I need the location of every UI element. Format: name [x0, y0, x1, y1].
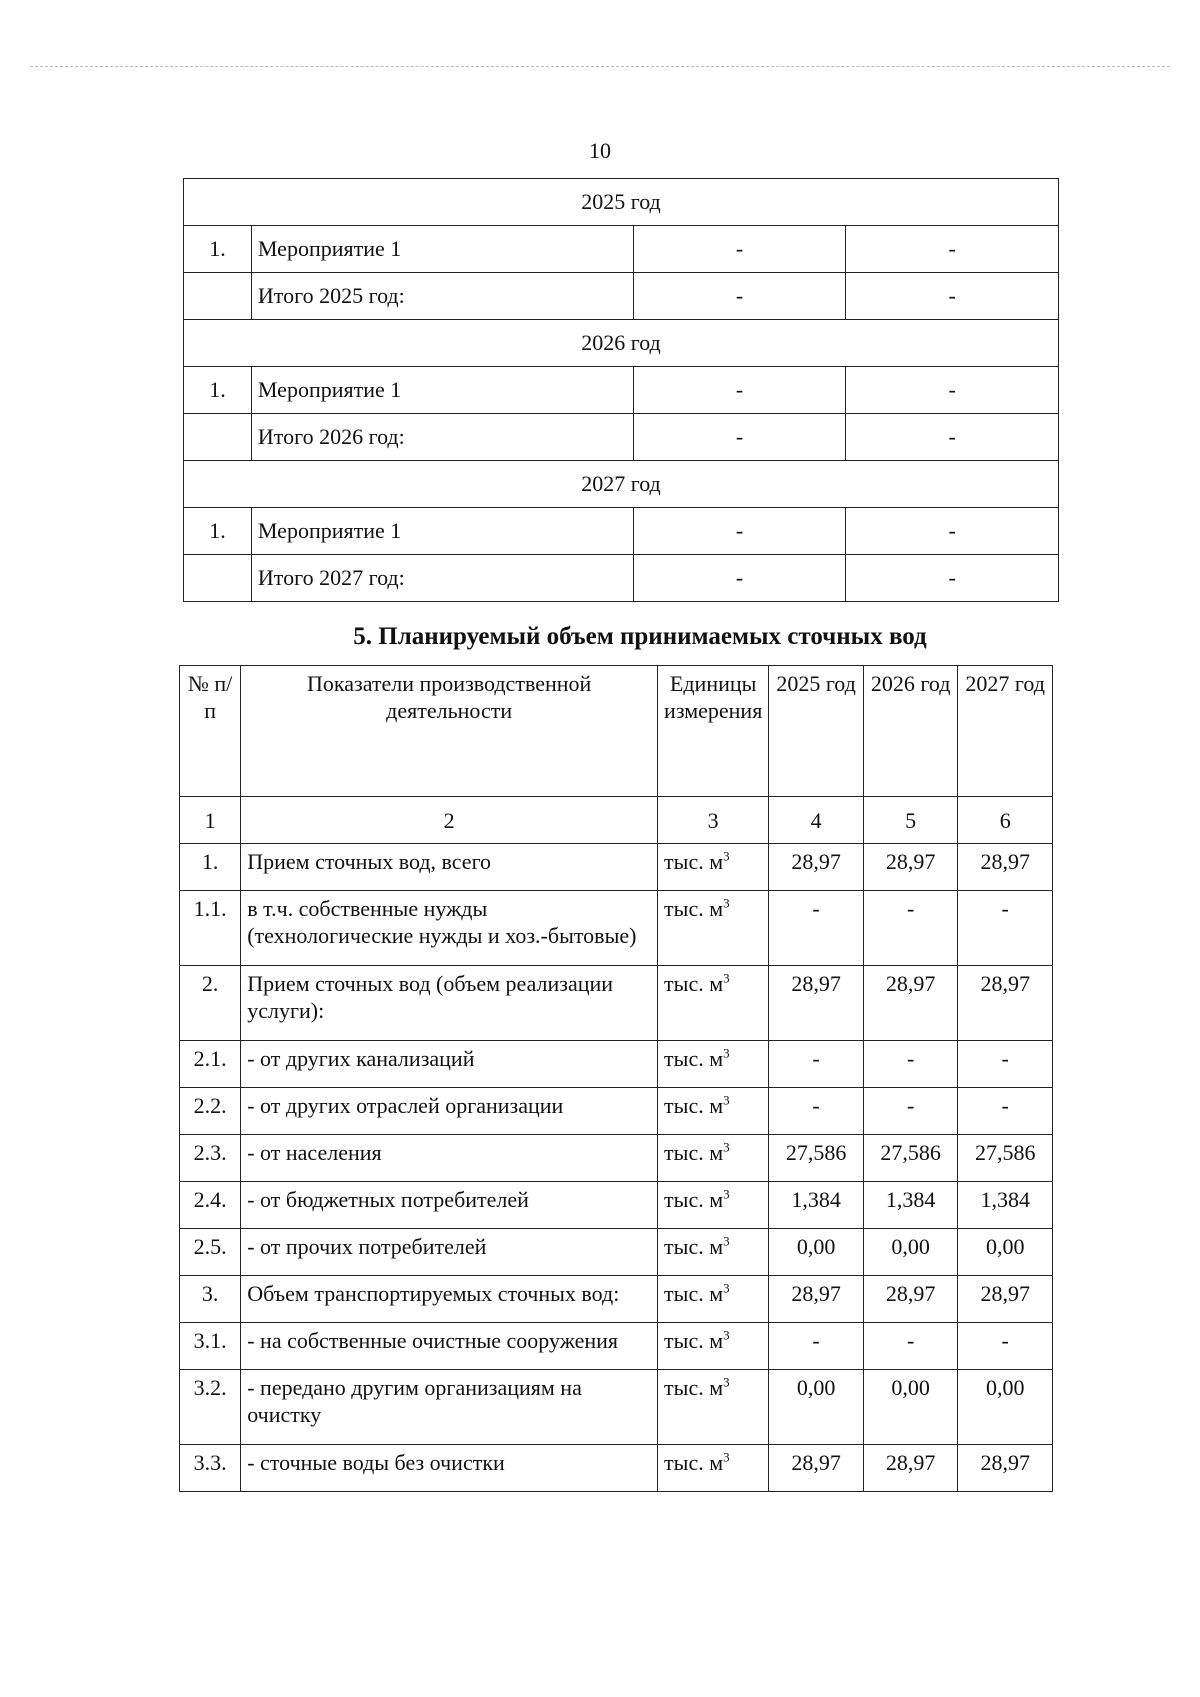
section-title: 5. Планируемый объем принимаемых сточных вод	[353, 623, 927, 650]
row-value: -	[633, 367, 846, 414]
value-2026: 28,97	[863, 844, 958, 891]
header-num: № п/п	[180, 666, 241, 797]
row-name: Итого 2027 год:	[251, 555, 633, 602]
value-2025: 1,384	[769, 1182, 864, 1229]
value-2027: 28,97	[958, 1445, 1053, 1492]
value-2025: 27,586	[769, 1135, 864, 1182]
unit-text: тыс. м	[664, 1046, 724, 1071]
row-number: 1.	[184, 367, 252, 414]
row-indicator: в т.ч. собственные нужды (технологические нужды и хоз.-бытовые)	[241, 891, 658, 966]
unit-text: тыс. м	[664, 1234, 724, 1259]
value-2027: 28,97	[958, 844, 1053, 891]
row-number	[184, 555, 252, 602]
row-number: 1.	[180, 844, 241, 891]
value-2027: -	[958, 1088, 1053, 1135]
value-2025: 0,00	[769, 1229, 864, 1276]
value-2026: 1,384	[863, 1182, 958, 1229]
row-indicator: - от населения	[241, 1135, 658, 1182]
value-2025: -	[769, 1088, 864, 1135]
row-unit	[658, 1182, 769, 1229]
row-value: -	[846, 555, 1059, 602]
row-indicator: Прием сточных вод, всего	[241, 844, 658, 891]
row-value: -	[846, 273, 1059, 320]
header-year-2027: 2027 год	[958, 666, 1053, 797]
year-cell: 2027 год	[184, 461, 1059, 508]
value-2026: -	[863, 1088, 958, 1135]
value-2027: 0,00	[958, 1229, 1053, 1276]
value-2027: 27,586	[958, 1135, 1053, 1182]
unit-superscript: 3	[723, 1449, 730, 1465]
unit-text: тыс. м	[664, 1140, 724, 1165]
value-2026: 28,97	[863, 966, 958, 1041]
row-indicator: - сточные воды без очистки	[241, 1445, 658, 1492]
value-2027: 28,97	[958, 966, 1053, 1041]
year-row	[184, 320, 1059, 367]
row-number: 3.2.	[180, 1370, 241, 1445]
row-number	[184, 414, 252, 461]
index-cell: 3	[658, 797, 769, 844]
row-unit	[658, 1323, 769, 1370]
unit-text: тыс. м	[664, 971, 724, 996]
index-cell: 2	[241, 797, 658, 844]
row-indicator: Прием сточных вод (объем реализации услуги):	[241, 966, 658, 1041]
table-row	[180, 1229, 1053, 1276]
value-2025: 28,97	[769, 844, 864, 891]
value-2026: 28,97	[863, 1445, 958, 1492]
table-row	[184, 273, 1059, 320]
unit-superscript: 3	[723, 1233, 730, 1249]
value-2026: -	[863, 1041, 958, 1088]
table-row	[180, 966, 1053, 1041]
row-number: 2.	[180, 966, 241, 1041]
row-number	[184, 273, 252, 320]
row-value: -	[846, 367, 1059, 414]
table-row	[180, 1041, 1053, 1088]
header-row	[180, 666, 1053, 797]
index-cell: 5	[863, 797, 958, 844]
row-value: -	[846, 414, 1059, 461]
table-row	[180, 1445, 1053, 1492]
table-row	[180, 1370, 1053, 1445]
row-unit	[658, 1135, 769, 1182]
row-number: 3.	[180, 1276, 241, 1323]
table-row	[180, 1182, 1053, 1229]
row-number: 2.5.	[180, 1229, 241, 1276]
unit-text: тыс. м	[664, 1450, 724, 1475]
unit-superscript: 3	[723, 1374, 730, 1390]
row-indicator: Объем транспортируемых сточных вод:	[241, 1276, 658, 1323]
unit-text: тыс. м	[664, 1281, 724, 1306]
value-2025: -	[769, 1323, 864, 1370]
year-cell: 2025 год	[184, 179, 1059, 226]
value-2026: 0,00	[863, 1229, 958, 1276]
row-unit	[658, 966, 769, 1041]
row-number: 2.3.	[180, 1135, 241, 1182]
value-2026: 27,586	[863, 1135, 958, 1182]
unit-superscript: 3	[723, 970, 730, 986]
value-2025: 28,97	[769, 1276, 864, 1323]
table-row	[184, 555, 1059, 602]
row-indicator: - на собственные очистные сооружения	[241, 1323, 658, 1370]
row-value: -	[633, 508, 846, 555]
value-2027: -	[958, 1041, 1053, 1088]
row-value: -	[633, 555, 846, 602]
index-cell: 1	[180, 797, 241, 844]
table-row	[184, 226, 1059, 273]
unit-text: тыс. м	[664, 1187, 724, 1212]
page-number: 10	[589, 138, 611, 163]
header-year-2025: 2025 год	[769, 666, 864, 797]
value-2025: 28,97	[769, 1445, 864, 1492]
value-2025: -	[769, 891, 864, 966]
table-row	[180, 844, 1053, 891]
table-row	[180, 891, 1053, 966]
row-name: Мероприятие 1	[251, 226, 633, 273]
row-unit	[658, 1445, 769, 1492]
value-2027: 0,00	[958, 1370, 1053, 1445]
table-row	[180, 1323, 1053, 1370]
value-2025: 28,97	[769, 966, 864, 1041]
unit-superscript: 3	[723, 1327, 730, 1343]
row-name: Мероприятие 1	[251, 367, 633, 414]
row-unit	[658, 1370, 769, 1445]
row-unit	[658, 844, 769, 891]
value-2025: -	[769, 1041, 864, 1088]
unit-text: тыс. м	[664, 1093, 724, 1118]
row-unit	[658, 891, 769, 966]
events-table	[183, 178, 1059, 602]
unit-text: тыс. м	[664, 849, 724, 874]
index-row	[180, 797, 1053, 844]
row-number: 1.	[184, 508, 252, 555]
year-row	[184, 179, 1059, 226]
unit-superscript: 3	[723, 1280, 730, 1296]
volume-table	[179, 665, 1053, 1492]
table-row	[184, 508, 1059, 555]
row-value: -	[633, 414, 846, 461]
table-row	[184, 414, 1059, 461]
row-indicator: - передано другим организациям на очистку	[241, 1370, 658, 1445]
row-name: Итого 2025 год:	[251, 273, 633, 320]
row-name: Мероприятие 1	[251, 508, 633, 555]
unit-text: тыс. м	[664, 1328, 724, 1353]
row-unit	[658, 1041, 769, 1088]
unit-superscript: 3	[723, 1045, 730, 1061]
year-row	[184, 461, 1059, 508]
row-unit	[658, 1229, 769, 1276]
row-value: -	[633, 273, 846, 320]
row-number: 2.2.	[180, 1088, 241, 1135]
unit-superscript: 3	[723, 895, 730, 911]
value-2026: 28,97	[863, 1276, 958, 1323]
row-value: -	[633, 226, 846, 273]
row-number: 1.1.	[180, 891, 241, 966]
row-indicator: - от других отраслей организации	[241, 1088, 658, 1135]
value-2027: 28,97	[958, 1276, 1053, 1323]
unit-text: тыс. м	[664, 1375, 724, 1400]
value-2026: -	[863, 891, 958, 966]
row-number: 1.	[184, 226, 252, 273]
row-indicator: - от прочих потребителей	[241, 1229, 658, 1276]
table-row	[180, 1088, 1053, 1135]
row-unit	[658, 1088, 769, 1135]
table-row	[180, 1135, 1053, 1182]
value-2027: 1,384	[958, 1182, 1053, 1229]
year-cell: 2026 год	[184, 320, 1059, 367]
unit-superscript: 3	[723, 1092, 730, 1108]
index-cell: 4	[769, 797, 864, 844]
unit-superscript: 3	[723, 1186, 730, 1202]
value-2026: 0,00	[863, 1370, 958, 1445]
row-unit	[658, 1276, 769, 1323]
row-indicator: - от бюджетных потребителей	[241, 1182, 658, 1229]
value-2026: -	[863, 1323, 958, 1370]
scan-artifact-line	[30, 66, 1170, 67]
table-row	[180, 1276, 1053, 1323]
index-cell: 6	[958, 797, 1053, 844]
unit-text: тыс. м	[664, 896, 724, 921]
header-indicator: Показатели производственной деятельности	[241, 666, 658, 797]
unit-superscript: 3	[723, 848, 730, 864]
value-2025: 0,00	[769, 1370, 864, 1445]
row-number: 2.1.	[180, 1041, 241, 1088]
row-number: 2.4.	[180, 1182, 241, 1229]
row-value: -	[846, 508, 1059, 555]
row-value: -	[846, 226, 1059, 273]
table-row	[184, 367, 1059, 414]
row-number: 3.3.	[180, 1445, 241, 1492]
row-number: 3.1.	[180, 1323, 241, 1370]
header-unit: Единицы измерения	[658, 666, 769, 797]
row-name: Итого 2026 год:	[251, 414, 633, 461]
row-indicator: - от других канализаций	[241, 1041, 658, 1088]
unit-superscript: 3	[723, 1139, 730, 1155]
value-2027: -	[958, 1323, 1053, 1370]
header-year-2026: 2026 год	[863, 666, 958, 797]
value-2027: -	[958, 891, 1053, 966]
